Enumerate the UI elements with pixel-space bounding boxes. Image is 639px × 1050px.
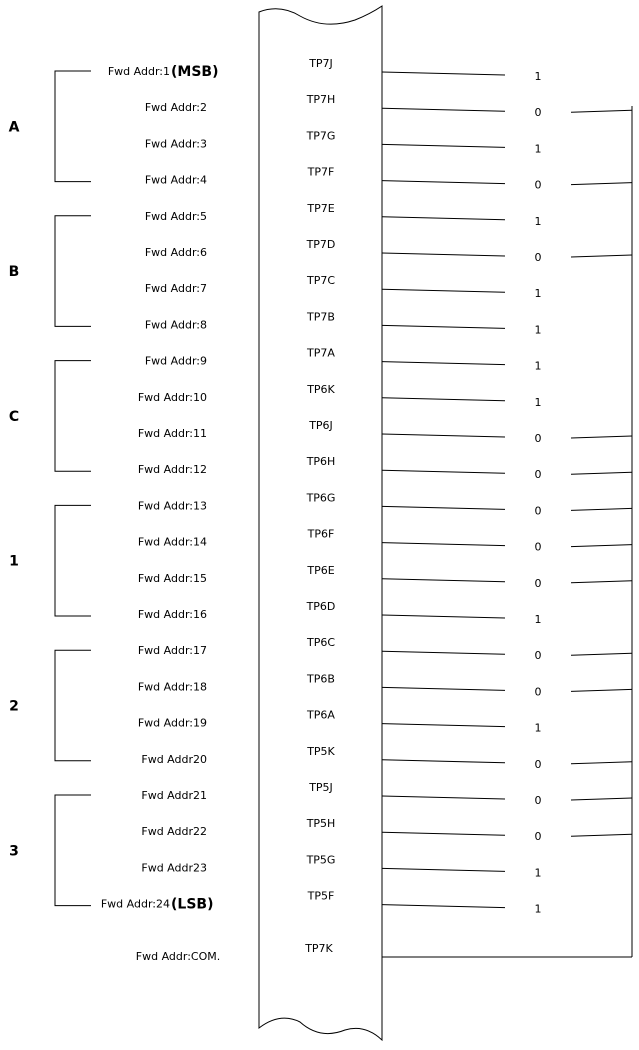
testpoint-label: TP7E [307, 201, 335, 215]
address-label: Fwd Addr:3 [144, 137, 207, 151]
testpoint-label: TP6C [306, 636, 336, 650]
group-bracket [9, 216, 91, 327]
testpoint-label: TP7C [306, 274, 336, 288]
bracket-line [55, 795, 91, 906]
bit-value: 1 [534, 866, 542, 880]
bit-value: 0 [534, 106, 542, 120]
address-row [145, 274, 542, 300]
testpoint-label: TP6G [306, 491, 336, 505]
wire-line [382, 651, 505, 654]
address-row [141, 781, 632, 807]
wire-line [382, 796, 505, 799]
bracket-line [55, 650, 91, 761]
wire-line [382, 724, 505, 727]
bit-order-label: (MSB) [171, 64, 219, 80]
bit-value: 1 [534, 613, 542, 626]
address-row [138, 419, 632, 445]
group-letter: 3 [9, 843, 19, 860]
bus-jumper-line [571, 110, 632, 112]
common-testpoint-label: TP7K [305, 942, 333, 955]
group-bracket [9, 71, 91, 182]
bit-order-label: (LSB) [171, 896, 214, 913]
bit-value: 1 [534, 359, 542, 373]
bus-jumper-line [571, 183, 632, 185]
address-row [145, 310, 542, 336]
address-label: Fwd Addr:16 [137, 608, 207, 621]
testpoint-label: TP6K [307, 382, 335, 396]
wire-line [382, 72, 505, 75]
address-label: Fwd Addr:7 [144, 282, 207, 296]
groups-layer [9, 71, 91, 906]
bracket-line [55, 71, 91, 182]
common-address-label: Fwd Addr:COM. [135, 950, 221, 963]
group-letter: 1 [9, 553, 19, 570]
testpoint-label: TP5F [307, 889, 335, 903]
address-label: Fwd Addr:12 [137, 463, 207, 477]
bit-value: 0 [534, 757, 542, 771]
address-row [145, 166, 632, 192]
wire-line [382, 325, 505, 328]
address-label: Fwd Addr:11 [137, 427, 207, 440]
bit-value: 1 [534, 902, 542, 916]
bus-jumper-line [571, 581, 632, 583]
testpoint-label: TP6J [309, 419, 333, 432]
address-label: Fwd Addr:13 [137, 499, 207, 513]
group-bracket [9, 505, 91, 616]
wire-line [382, 181, 505, 184]
address-row [101, 890, 542, 916]
testpoint-label: TP6D [306, 600, 336, 613]
address-label: Fwd Addr21 [141, 789, 207, 802]
address-row [138, 491, 632, 517]
testpoint-label: TP7H [306, 93, 336, 107]
wire-line [382, 108, 505, 111]
address-row [138, 455, 632, 481]
address-row [145, 347, 542, 373]
bit-value: 0 [534, 794, 542, 807]
group-bracket [9, 650, 91, 761]
bit-value: 1 [534, 721, 542, 735]
testpoint-label: TP7G [306, 129, 336, 143]
bit-value: 1 [534, 70, 542, 83]
group-letter: B [8, 264, 20, 281]
bus-jumper-line [571, 762, 632, 764]
testpoint-label: TP7B [307, 310, 335, 324]
bit-value: 0 [534, 830, 542, 844]
bus-jumper-line [571, 653, 632, 655]
bit-value: 0 [534, 251, 542, 264]
connector-body [259, 6, 382, 1040]
wire-line [382, 398, 505, 401]
address-row [145, 129, 542, 155]
wire-line [382, 579, 505, 582]
address-row [145, 202, 542, 228]
testpoint-label: TP5J [309, 781, 333, 794]
wire-line [382, 470, 505, 473]
address-label: Fwd Addr:4 [144, 173, 207, 187]
bit-value: 0 [534, 576, 542, 590]
testpoint-label: TP7D [306, 238, 336, 251]
bit-value: 0 [534, 649, 542, 663]
address-row [141, 817, 632, 843]
bit-value: 1 [534, 395, 542, 409]
bit-value: 0 [534, 685, 542, 699]
address-label: Fwd Addr20 [141, 752, 207, 766]
address-label: Fwd Addr:5 [144, 209, 207, 223]
bracket-line [55, 505, 91, 616]
group-letter: A [8, 119, 20, 136]
testpoint-label: TP6B [307, 672, 335, 686]
bus-jumper-line [571, 834, 632, 836]
wire-line [382, 362, 505, 365]
bus-jumper-line [571, 436, 632, 438]
address-row [138, 709, 542, 735]
address-row [145, 238, 632, 264]
bit-value: 0 [534, 432, 542, 445]
bracket-line [55, 361, 91, 472]
address-row [138, 672, 632, 698]
bit-value: 0 [534, 504, 542, 518]
wire-line [382, 687, 505, 690]
address-label: Fwd Addr:15 [137, 571, 207, 585]
bit-value: 1 [534, 287, 542, 301]
address-label: Fwd Addr:18 [137, 680, 207, 694]
wire-line [382, 543, 505, 546]
group-bracket [9, 361, 91, 472]
testpoint-label: TP5K [307, 744, 335, 758]
bit-value: 1 [534, 323, 542, 337]
wire-line [382, 253, 505, 256]
address-label: Fwd Addr:17 [137, 644, 207, 658]
address-label: Fwd Addr:2 [144, 101, 207, 115]
address-label: Fwd Addr:1 [107, 65, 170, 78]
bit-value: 0 [534, 468, 542, 482]
wire-line [382, 217, 505, 220]
address-label: Fwd Addr:9 [144, 354, 207, 368]
bus-jumper-line [571, 545, 632, 547]
rows-layer [101, 57, 632, 916]
address-row [138, 636, 632, 662]
group-bracket [9, 795, 91, 906]
address-label: Fwd Addr:24 [100, 897, 170, 911]
testpoint-label: TP6E [307, 563, 335, 577]
address-label: Fwd Addr:10 [137, 390, 207, 404]
wire-line [382, 760, 505, 763]
address-label: Fwd Addr:19 [137, 716, 207, 730]
wire-line [382, 615, 505, 618]
wire-line [382, 832, 505, 835]
testpoint-label: TP6A [307, 708, 335, 722]
address-row [141, 745, 632, 771]
bit-value: 0 [534, 540, 542, 554]
wire-line [382, 289, 505, 292]
testpoint-label: TP5G [306, 853, 336, 867]
address-label: Fwd Addr:14 [137, 535, 207, 549]
wire-line [382, 905, 505, 908]
testpoint-label: TP6F [307, 527, 335, 541]
address-row [145, 93, 632, 119]
group-letter: C [8, 408, 20, 425]
address-label: Fwd Addr:6 [144, 246, 207, 259]
bit-value: 1 [534, 214, 542, 228]
address-row [138, 564, 632, 590]
address-row [138, 383, 542, 409]
address-row [138, 528, 632, 554]
wire-line [382, 868, 505, 871]
testpoint-label: TP7F [307, 165, 335, 179]
bracket-line [55, 216, 91, 327]
group-letter: 2 [9, 698, 19, 715]
testpoint-label: TP7J [309, 57, 333, 70]
address-label: Fwd Addr23 [141, 861, 207, 875]
testpoint-label: TP7A [307, 346, 335, 360]
wire-line [382, 506, 505, 509]
address-row [108, 57, 542, 83]
testpoint-label: TP5H [306, 817, 336, 831]
bus-jumper-line [571, 472, 632, 474]
bus-jumper-line [571, 798, 632, 800]
address-row [138, 600, 542, 626]
wire-line [382, 144, 505, 147]
wire-line [382, 434, 505, 437]
address-label: Fwd Addr:8 [144, 318, 207, 332]
bus-jumper-line [571, 689, 632, 691]
testpoint-label: TP6H [306, 455, 336, 469]
address-label: Fwd Addr22 [141, 825, 207, 839]
bit-value: 0 [534, 178, 542, 192]
bus-jumper-line [571, 255, 632, 257]
bit-value: 1 [534, 142, 542, 156]
bus-jumper-line [571, 508, 632, 510]
address-row [141, 853, 541, 879]
